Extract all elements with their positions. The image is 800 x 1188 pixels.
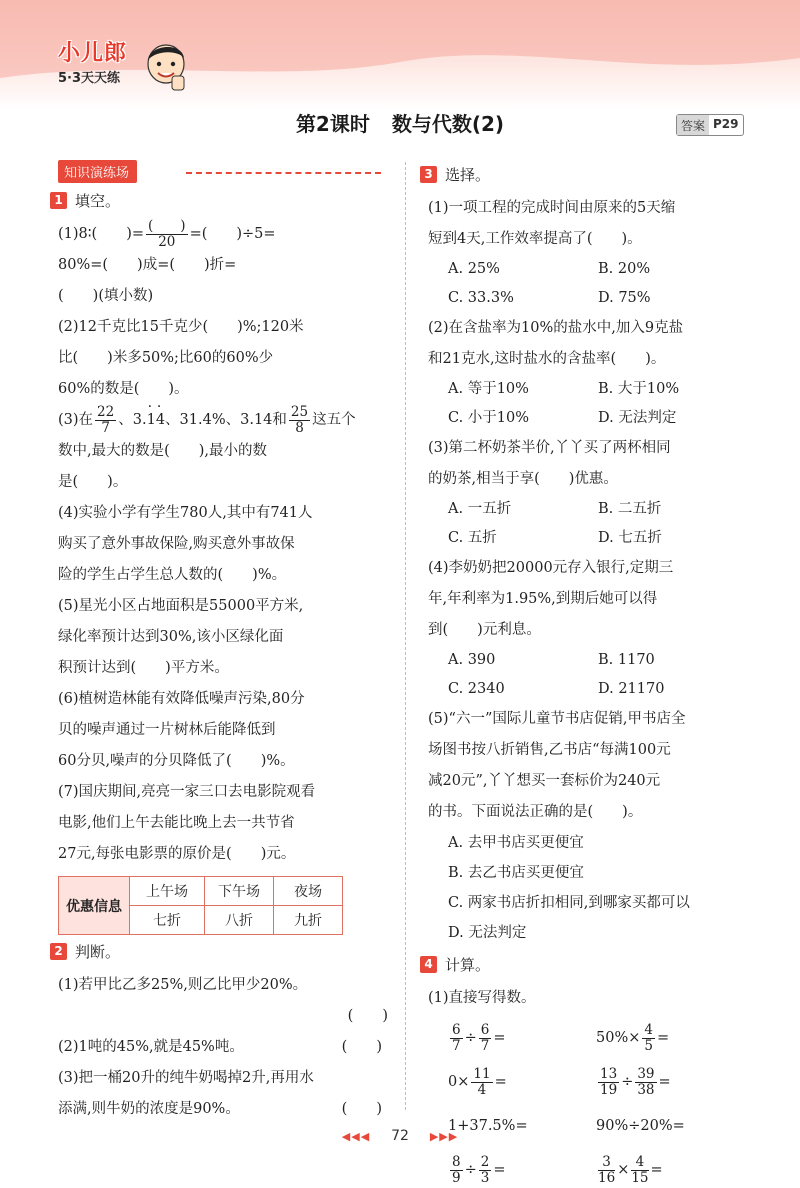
calc-r4a-d2: 3 <box>480 1169 490 1186</box>
q2-p1-line1: (1)若甲比乙多25%,则乙比甲少20%。 <box>58 977 308 993</box>
q3-p4-line2: 年,年利率为1.95%,到期后她可以得 <box>428 591 658 607</box>
calc-r2a-frac <box>471 1067 492 1096</box>
table-value-morning: 七折 <box>130 906 205 935</box>
table-value-afternoon: 八折 <box>205 906 274 935</box>
section-banner <box>58 160 388 184</box>
q1-p3-repeat-digit-2: · 4 <box>156 405 165 436</box>
calc-r2a-eq: = <box>494 1074 507 1090</box>
calc-r1a-op: ÷ <box>464 1030 477 1046</box>
q1-p6-line3: 60分贝,噪声的分贝降低了( )%。 <box>58 753 295 769</box>
calc-r4a-n1: 8 <box>452 1154 461 1171</box>
q1-p3-pre: (3)在 <box>58 412 94 428</box>
q1-p3-repeat-digit-1: · 1 <box>147 405 156 436</box>
question-3-title: 选择。 <box>445 166 491 184</box>
calc-r2b-d2: 38 <box>637 1081 655 1098</box>
q3-p5-option-c[interactable]: C. 两家书店折扣相同,到哪家买都可以 <box>448 895 690 911</box>
q3-p2-line2: 和21克水,这时盐水的含盐率( )。 <box>428 351 666 367</box>
q2-p2-line1: (2)1吨的45%,就是45%吨。 <box>58 1039 244 1055</box>
question-3-header <box>420 164 746 185</box>
lesson-topic: 数与代数(2) <box>391 112 505 136</box>
calc-r4a-eq: = <box>493 1162 506 1178</box>
q1-p3-post: 这五个 <box>312 412 356 428</box>
q1-p4-line2: 购买了意外事故保险,购买意外事故保 <box>58 536 295 552</box>
calc-r2a <box>448 1064 596 1100</box>
table-value-night: 九折 <box>274 906 343 935</box>
q3-p4-option-d[interactable]: D. 21170 <box>598 681 665 697</box>
q1-p1-fraction <box>146 219 188 248</box>
q1-p3-f1-den: 7 <box>101 419 110 436</box>
question-1-number: 1 <box>50 192 67 209</box>
q2-p2-answer-blank[interactable]: ( ) <box>341 1039 382 1055</box>
q1-p2-line2: 比( )米多50%;比60的60%少 <box>58 350 274 366</box>
question-4-title: 计算。 <box>445 956 491 974</box>
calc-r2b-eq: = <box>658 1074 671 1090</box>
lesson-number: 第2课时 <box>295 112 370 136</box>
calc-r2a-pre: 0× <box>448 1074 470 1090</box>
question-4-number: 4 <box>420 956 437 973</box>
brand-logo <box>58 36 127 86</box>
q3-p4-line1: (4)李奶奶把20000元存入银行,定期三 <box>428 560 674 576</box>
q3-p4-option-c[interactable]: C. 2340 <box>448 681 505 697</box>
q2-p1-answer-blank[interactable]: ( ) <box>347 1008 388 1024</box>
q1-part-6 <box>58 684 388 777</box>
q3-p2-option-c[interactable]: C. 小于10% <box>448 410 530 426</box>
calc-r4b-n1: 3 <box>598 1155 615 1170</box>
calc-r4b-d1: 16 <box>598 1169 616 1186</box>
q2-part-1 <box>58 970 388 1032</box>
calc-r4b-n2: 4 <box>631 1155 648 1170</box>
q3-p1-option-a[interactable]: A. 25% <box>448 261 500 277</box>
calc-r4a-d1: 9 <box>452 1169 461 1186</box>
question-3-number: 3 <box>420 166 437 183</box>
answer-reference <box>676 114 744 136</box>
q1-p3-f2-num: 25 <box>290 404 309 421</box>
calc-r1b-n: 4 <box>644 1022 653 1039</box>
q3-p3-line2: 的奶茶,相当于享( )优惠。 <box>428 471 618 487</box>
table-header-afternoon: 下午场 <box>205 877 274 906</box>
banner-dashline <box>186 172 381 174</box>
q1-p3-fraction-1 <box>95 405 116 434</box>
answer-page: P29 <box>713 117 739 131</box>
q1-p3-fraction-2 <box>289 405 310 434</box>
q1-p2-line3: 60%的数是( )。 <box>58 381 189 397</box>
q1-p1-text-a: (1)8∶( )= <box>58 226 145 242</box>
q1-p1-text-d: ( )(填小数) <box>58 288 154 304</box>
q1-p3-m2: 、31.4%、3.14和 <box>165 412 287 428</box>
q3-p1-option-c[interactable]: C. 33.3% <box>448 290 514 306</box>
calc-r4b-frac1 <box>598 1155 615 1184</box>
calc-r1b-d: 5 <box>644 1037 653 1054</box>
q1-part-1 <box>58 219 388 312</box>
calc-r1a-frac2 <box>479 1023 492 1052</box>
calc-r4a-frac2 <box>479 1155 492 1184</box>
section-banner-label: 知识演练场 <box>58 160 137 183</box>
q1-p5-line3: 积预计达到( )平方米。 <box>58 660 229 676</box>
q3-part-4 <box>428 553 746 646</box>
q1-p5-line1: (5)星光小区占地面积是55000平方米, <box>58 598 304 614</box>
q1-p1-frac-den: 20 <box>158 233 176 250</box>
q4-subtitle: (1)直接写得数。 <box>428 990 536 1006</box>
q3-part-5 <box>428 704 746 828</box>
calc-r2b-d1: 19 <box>600 1081 618 1098</box>
q1-p6-line1: (6)植树造林能有效降低噪声污染,80分 <box>58 691 305 707</box>
calc-r1a-d1: 7 <box>452 1037 461 1054</box>
q3-p3-options <box>428 495 746 553</box>
calc-r1a-frac1 <box>450 1023 463 1052</box>
calc-r1a-eq: = <box>493 1030 506 1046</box>
right-column <box>424 160 746 1188</box>
calc-r2b-frac2 <box>635 1067 656 1096</box>
q3-p1-options <box>428 255 746 313</box>
q1-p3-line2: 数中,最大的数是( ),最小的数 <box>58 443 268 459</box>
q2-p3-answer-blank[interactable]: ( ) <box>341 1101 382 1117</box>
calc-r1a-n1: 6 <box>452 1022 461 1039</box>
q3-p5-option-d[interactable]: D. 无法判定 <box>448 925 527 941</box>
q3-p2-option-a[interactable]: A. 等于10% <box>448 381 529 397</box>
calc-r4b-eq: = <box>650 1162 663 1178</box>
q1-p7-line3: 27元,每张电影票的原价是( )元。 <box>58 846 296 862</box>
q2-p3-line1: (3)把一桶20升的纯牛奶喝掉2升,再用水 <box>58 1070 314 1086</box>
q1-p3-f1-num: 22 <box>97 404 115 421</box>
question-1-title: 填空。 <box>75 192 121 210</box>
calc-r3a: 1+37.5%= <box>448 1118 528 1134</box>
q3-p3-option-a[interactable]: A. 一五折 <box>448 501 512 517</box>
discount-table-lead: 优惠信息 <box>59 877 130 935</box>
table-header-night: 夜场 <box>274 877 343 906</box>
calc-r2b <box>596 1064 736 1100</box>
table-header-morning: 上午场 <box>130 877 205 906</box>
calc-r4b-op: × <box>617 1162 630 1178</box>
q3-part-3 <box>428 433 746 495</box>
q3-p4-line3: 到( )元利息。 <box>428 622 541 638</box>
page-footer <box>0 1128 800 1144</box>
q3-p2-option-b[interactable]: B. 大于10% <box>598 381 680 397</box>
calc-r3b: 90%÷20%= <box>596 1118 685 1134</box>
mascot-boy-icon <box>142 40 190 94</box>
q1-p3-f2-den: 8 <box>295 419 304 436</box>
q1-p1-text-c: 80%=( )成=( )折= <box>58 257 237 273</box>
q2-part-2 <box>58 1032 388 1063</box>
calc-r2b-op: ÷ <box>621 1074 634 1090</box>
question-1-header <box>50 190 388 211</box>
question-2-header <box>50 941 388 962</box>
question-2-title: 判断。 <box>75 943 121 961</box>
q3-p2-line1: (2)在含盐率为10%的盐水中,加入9克盐 <box>428 320 684 336</box>
calc-r1a-d2: 7 <box>480 1037 490 1054</box>
q1-p4-line3: 险的学生占学生总人数的( )%。 <box>58 567 287 583</box>
q1-part-2 <box>58 312 388 405</box>
q1-p1-text-b: =( )÷5= <box>189 226 276 242</box>
q3-p5-option-b[interactable]: B. 去乙书店买更便宜 <box>448 865 584 881</box>
page-number: 72 <box>391 1128 409 1144</box>
calc-r4b <box>596 1152 736 1188</box>
q3-p1-option-b[interactable]: B. 20% <box>598 261 651 277</box>
q1-part-3 <box>58 405 388 498</box>
q3-p3-option-c[interactable]: C. 五折 <box>448 530 497 546</box>
left-column <box>54 160 388 1125</box>
q3-p1-line1: (1)一项工程的完成时间由原来的5天缩 <box>428 200 676 216</box>
q3-p1-line2: 短到4天,工作效率提高了( )。 <box>428 231 642 247</box>
q3-p3-option-d[interactable]: D. 七五折 <box>598 530 662 546</box>
q3-p5-line4: 的书。下面说法正确的是( )。 <box>428 804 643 820</box>
brand-name: 小儿郎 <box>58 41 128 66</box>
q1-part-4 <box>58 498 388 591</box>
calc-r4a-op: ÷ <box>464 1162 477 1178</box>
q3-p5-line1: (5)“六一”国际儿童节书店促销,甲书店全 <box>428 711 686 727</box>
q1-p1-frac-num: ( ) <box>148 218 186 235</box>
calc-r4a <box>448 1152 596 1188</box>
q1-part-5 <box>58 591 388 684</box>
q1-p3-line3: 是( )。 <box>58 474 128 490</box>
q3-p5-line3: 减20元”,丫丫想买一套标价为240元 <box>428 773 661 789</box>
calc-r2a-n: 11 <box>473 1066 491 1083</box>
calc-r2b-n1: 13 <box>600 1066 618 1083</box>
discount-table <box>58 876 343 935</box>
q3-p4-option-b[interactable]: B. 1170 <box>598 652 655 668</box>
calc-r1a-n2: 6 <box>480 1022 490 1039</box>
q3-p4-option-a[interactable]: A. 390 <box>448 652 496 668</box>
q1-p4-line1: (4)实验小学有学生780人,其中有741人 <box>58 505 313 521</box>
brand-subtitle: 5·3天天练 <box>58 71 121 86</box>
q3-p1-option-d[interactable]: D. 75% <box>598 290 651 306</box>
calc-r4a-frac1 <box>450 1155 463 1184</box>
q1-p2-line1: (2)12千克比15千克少( )%;120米 <box>58 319 304 335</box>
q1-p5-line2: 绿化率预计达到30%,该小区绿化面 <box>58 629 284 645</box>
q3-p4-options <box>428 646 746 704</box>
q3-p5-option-a[interactable]: A. 去甲书店买更便宜 <box>448 835 584 851</box>
calc-r4b-d2: 15 <box>631 1169 649 1186</box>
calc-r2b-n2: 39 <box>637 1066 655 1083</box>
answer-label: 答案 <box>677 115 709 135</box>
q3-p5-options <box>428 828 746 948</box>
calc-r1b-pre: 50%× <box>596 1030 641 1046</box>
next-page-arrows-icon: ▶▶▶ <box>429 1130 459 1143</box>
q1-p7-line2: 电影,他们上午去能比晚上去一共节省 <box>58 815 295 831</box>
calc-r1b-eq: = <box>656 1030 670 1046</box>
q3-p5-line2: 场图书按八折销售,乙书店“每满100元 <box>428 742 671 758</box>
question-2-number: 2 <box>50 943 67 960</box>
calc-r2b-frac1 <box>598 1067 619 1096</box>
q3-p3-line1: (3)第二杯奶茶半价,丫丫买了两杯相同 <box>428 440 671 456</box>
q1-p6-line2: 贝的噪声通过一片树林后能降低到 <box>58 722 276 738</box>
q3-p2-option-d[interactable]: D. 无法判定 <box>598 410 677 426</box>
question-4-header <box>420 954 746 975</box>
q1-p3-m1: 、3. <box>118 412 147 428</box>
q1-part-7 <box>58 777 388 870</box>
calc-r4b-frac2 <box>631 1155 648 1184</box>
column-divider <box>405 162 406 1110</box>
calc-r1b-frac <box>642 1023 655 1052</box>
q2-part-3 <box>58 1063 388 1125</box>
prev-page-arrows-icon: ◀◀◀ <box>341 1130 371 1143</box>
q1-p7-line1: (7)国庆期间,亮亮一家三口去电影院观看 <box>58 784 316 800</box>
calc-r2a-d: 4 <box>477 1081 487 1098</box>
calc-r1a <box>448 1020 596 1056</box>
q3-part-1 <box>428 193 746 255</box>
calc-r4a-n2: 2 <box>480 1154 490 1171</box>
q3-part-2 <box>428 313 746 375</box>
q2-p3-line2: 添满,则牛奶的浓度是90%。 <box>58 1101 240 1117</box>
q3-p2-options <box>428 375 746 433</box>
calc-r1b <box>596 1020 736 1056</box>
calc-grid <box>428 1020 746 1188</box>
q3-p3-option-b[interactable]: B. 二五折 <box>598 501 662 517</box>
